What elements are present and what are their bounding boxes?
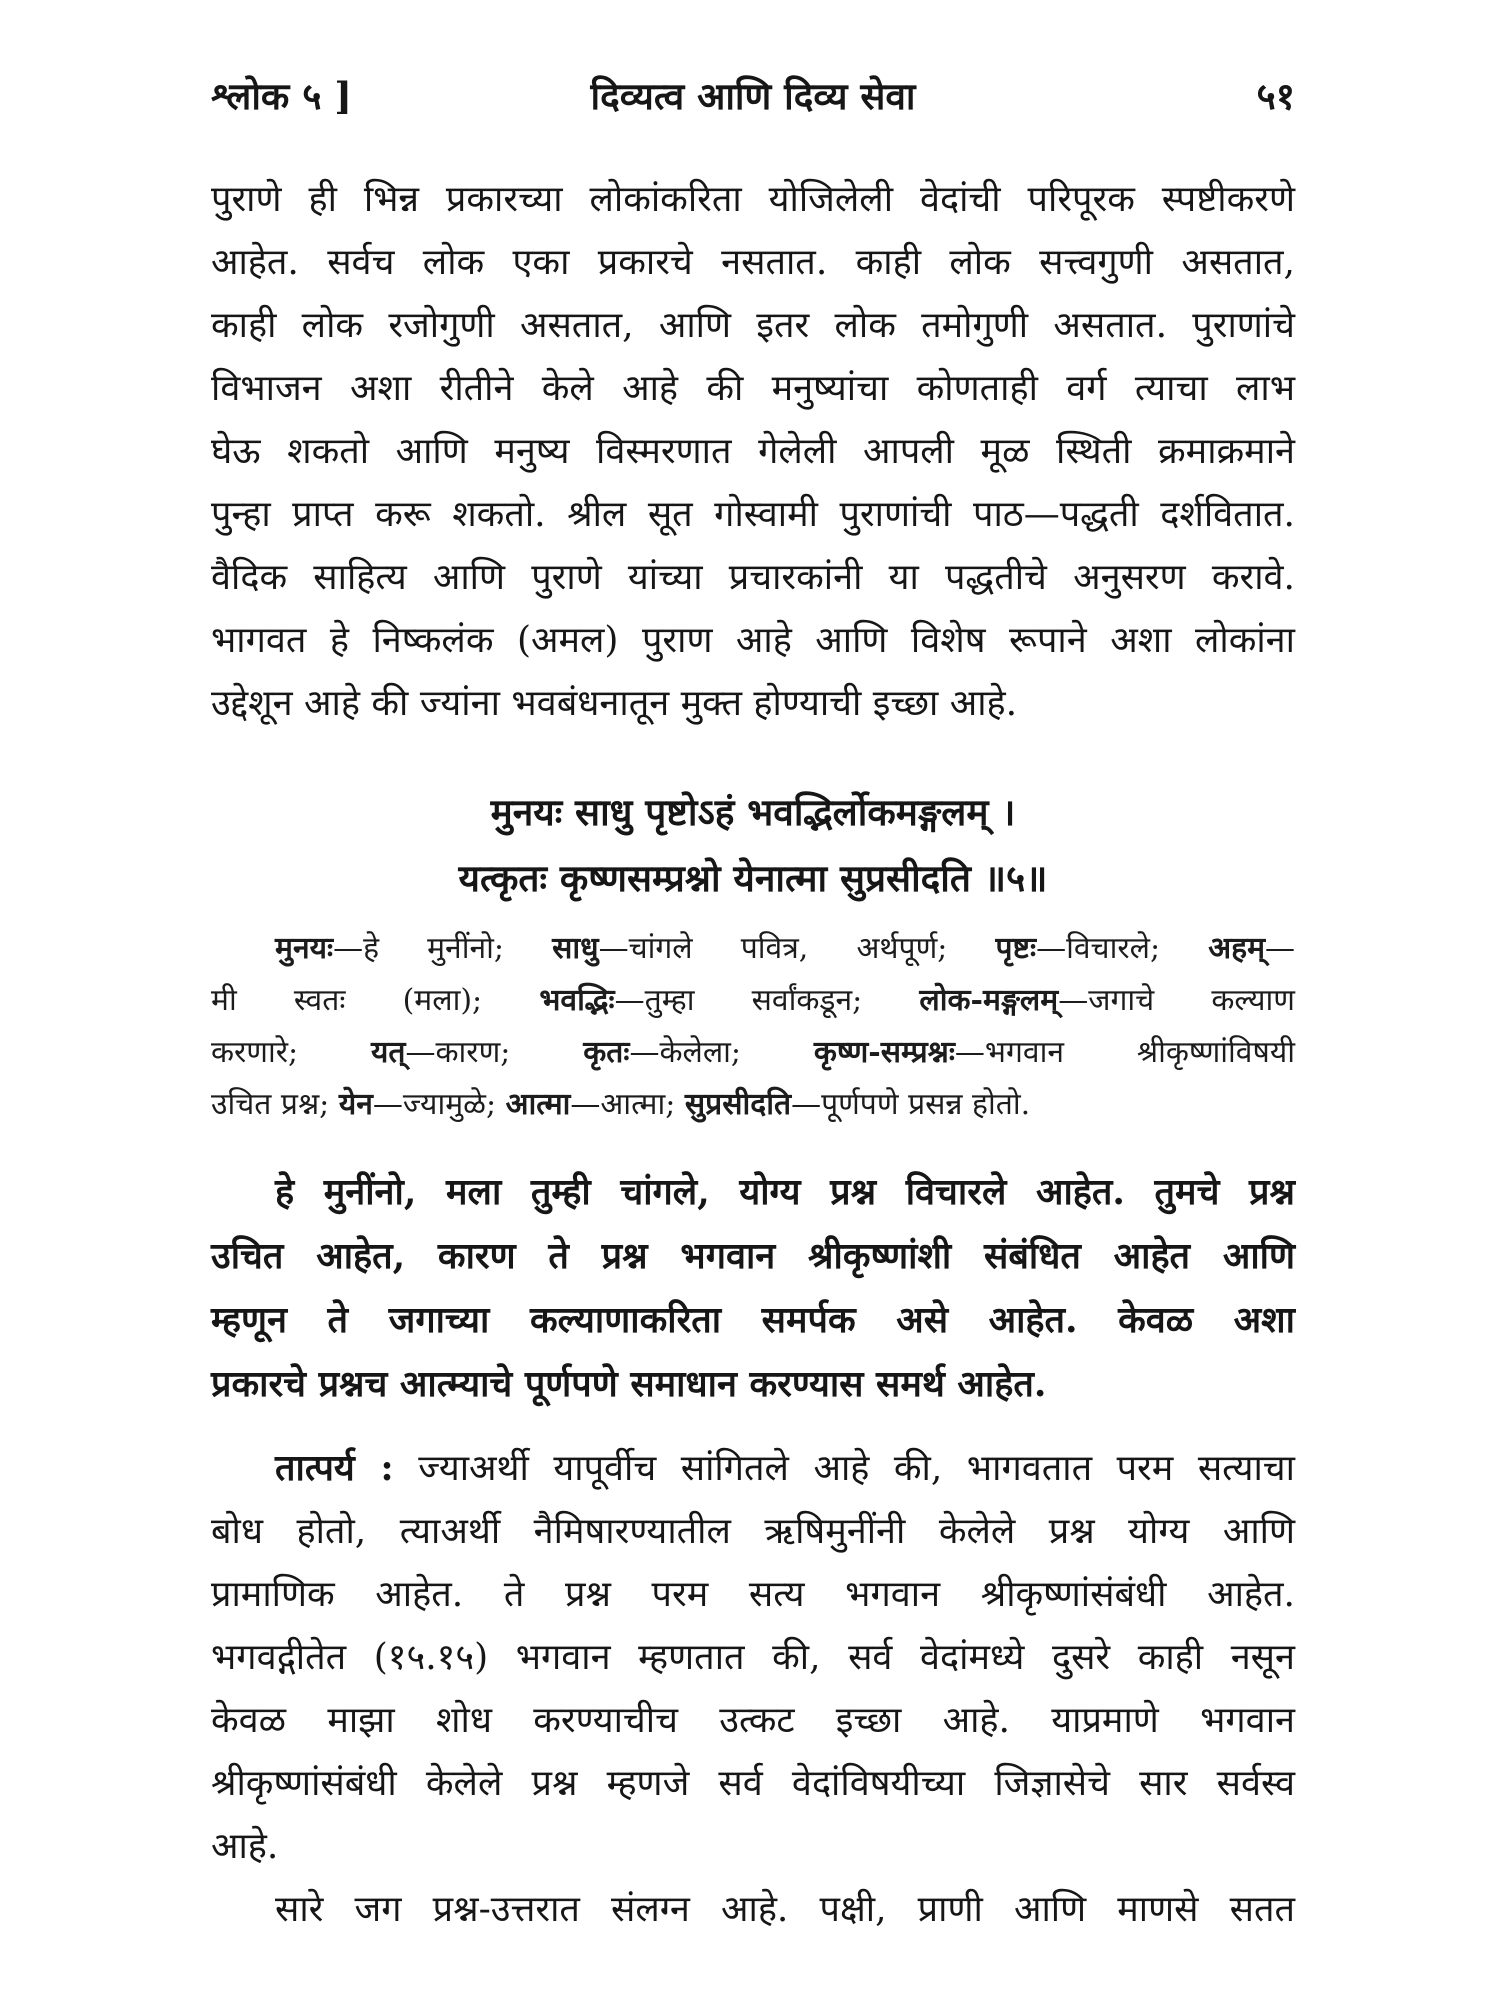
running-head	[211, 71, 1295, 121]
term-bold: भवद्भिः	[539, 983, 615, 1018]
verse-translation	[211, 1160, 1295, 1416]
intro-line: वैदिक साहित्य आणि पुराणे यांच्या प्रचारकांनी या पद्धतीचे अनुसरण करावे.	[211, 557, 1295, 598]
term-text: ज्याअर्थी यापूर्वीच सांगितले आहे की, भागवतात परम सत्याचा	[393, 1448, 1295, 1489]
purport-line: बोध होतो, त्याअर्थी नैमिषारण्यातील ऋषिमुनींनी केलेले प्रश्न योग्य आणि	[211, 1511, 1295, 1552]
term-text: —केलेला;	[629, 1035, 814, 1070]
term-text: उचित प्रश्न;	[211, 1087, 339, 1122]
intro-line: पुराणे ही भिन्न प्रकारच्या लोकांकरिता योजिलेली वेदांची परिपूरक स्पष्टीकरणे	[211, 179, 1295, 220]
term-bold: लोक-मङ्गलम्	[919, 983, 1059, 1018]
term-bold: मुनयः	[275, 931, 334, 966]
paragraph-line: सारे जग प्रश्न-उत्तरात संलग्न आहे. पक्षी, प्राणी आणि माणसे सतत	[275, 1889, 1295, 1930]
verse-line: मुनयः साधु पृष्टोऽहं भवद्भिर्लोकमङ्गलम् ।	[490, 790, 1016, 834]
intro-line: विभाजन अशा रीतीने केले आहे की मनुष्यांचा कोणताही वर्ग त्याचा लाभ	[211, 368, 1295, 409]
term-bold: अहम्	[1208, 931, 1266, 966]
term-text: —ज्यामुळे;	[372, 1087, 506, 1122]
word-meaning-line	[211, 1027, 1295, 1079]
term-bold: यत्	[371, 1035, 406, 1070]
term-bold: आत्मा	[505, 1087, 571, 1122]
intro-line: भागवत हे निष्कलंक (अमल) पुराण आहे आणि विशेष रूपाने अशा लोकांना	[211, 620, 1295, 661]
translation-line: प्रकारचे प्रश्नच आत्म्याचे पूर्णपणे समाधान करण्यास समर्थ आहेत.	[211, 1363, 1047, 1405]
chapter-title: दिव्यत्व आणि दिव्य सेवा	[590, 74, 916, 118]
term-text: —पूर्णपणे प्रसन्न होतो.	[791, 1087, 1031, 1122]
term-bold: सुप्रसीदति	[684, 1087, 792, 1122]
intro-line: आहेत. सर्वच लोक एका प्रकारचे नसतात. काही लोक सत्त्वगुणी असतात,	[211, 242, 1295, 283]
purport-line	[211, 1437, 1295, 1500]
intro-line: घेऊ शकतो आणि मनुष्य विस्मरणात गेलेली आपली मूळ स्थिती क्रमाक्रमाने	[211, 431, 1295, 472]
term-text: —भगवान श्रीकृष्णांविषयी	[954, 1035, 1295, 1070]
term-text: —विचारले;	[1036, 931, 1209, 966]
term-bold: कृष्ण-सम्प्रश्नः	[813, 1035, 955, 1070]
translation-line: म्हणून ते जगाच्या कल्याणाकरिता समर्पक असे आहेत. केवळ अशा	[211, 1299, 1295, 1341]
purport-line: श्रीकृष्णांसंबंधी केलेले प्रश्न म्हणजे सर्व वेदांविषयीच्या जिज्ञासेचे सार सर्वस्व	[211, 1763, 1295, 1804]
intro-line: काही लोक रजोगुणी असतात, आणि इतर लोक तमोगुणी असतात. पुराणांचे	[211, 305, 1295, 346]
term-text: —	[1265, 931, 1296, 966]
term-text: —आत्मा;	[570, 1087, 685, 1122]
term-text: —हे मुनींनो;	[333, 931, 553, 966]
term-text: मी स्वतः (मला);	[211, 983, 540, 1018]
term-bold: पृष्टः	[995, 931, 1037, 966]
term-text: करणारे;	[211, 1035, 371, 1070]
term-bold: साधु	[552, 931, 599, 966]
word-meaning-line	[211, 1079, 1295, 1131]
intro-line: उद्देशून आहे की ज्यांना भवबंधनातून मुक्त होण्याची इच्छा आहे.	[211, 683, 1018, 724]
purport-line: आहे.	[211, 1826, 279, 1867]
intro-paragraph	[211, 168, 1295, 735]
intro-line: पुन्हा प्राप्त करू शकतो. श्रील सूत गोस्वामी पुराणांची पाठ—पद्धती दर्शवितात.	[211, 494, 1295, 535]
page-number: ५१	[1256, 74, 1295, 118]
verse-line: यत्कृतः कृष्णसम्प्रश्नो येनात्मा सुप्रसीदति ॥५॥	[458, 856, 1048, 900]
purport-line: भगवद्गीतेत (१५.१५) भगवान म्हणतात की, सर्व वेदांमध्ये दुसरे काही नसून	[211, 1637, 1295, 1678]
term-text: —कारण;	[405, 1035, 584, 1070]
term-text: —तुम्हा सर्वांकडून;	[614, 983, 920, 1018]
term-text: —जगाचे कल्याण	[1058, 983, 1295, 1018]
term-bold: तात्पर्य :	[275, 1447, 394, 1489]
term-bold: कृतः	[583, 1035, 630, 1070]
translation-line: हे मुनींनो, मला तुम्ही चांगले, योग्य प्रश्न विचारले आहेत. तुमचे प्रश्न	[275, 1171, 1295, 1213]
sanskrit-verse	[211, 779, 1295, 911]
word-meaning-line	[211, 923, 1295, 975]
word-meanings	[211, 923, 1295, 1131]
purport-line: केवळ माझा शोध करण्याचीच उत्कट इच्छा आहे. याप्रमाणे भगवान	[211, 1700, 1295, 1741]
word-meaning-line	[211, 975, 1295, 1027]
purport-line: प्रामाणिक आहेत. ते प्रश्न परम सत्य भगवान श्रीकृष्णांसंबंधी आहेत.	[211, 1574, 1295, 1615]
term-bold: येन	[338, 1087, 373, 1122]
purport-paragraph	[211, 1437, 1295, 1878]
section-reference: श्लोक ५ ]	[211, 74, 352, 118]
term-text: —चांगले पवित्र, अर्थपूर्ण;	[598, 931, 996, 966]
translation-line: उचित आहेत, कारण ते प्रश्न भगवान श्रीकृष्णांशी संबंधित आहेत आणि	[211, 1235, 1295, 1277]
continuing-paragraph	[211, 1878, 1295, 1941]
